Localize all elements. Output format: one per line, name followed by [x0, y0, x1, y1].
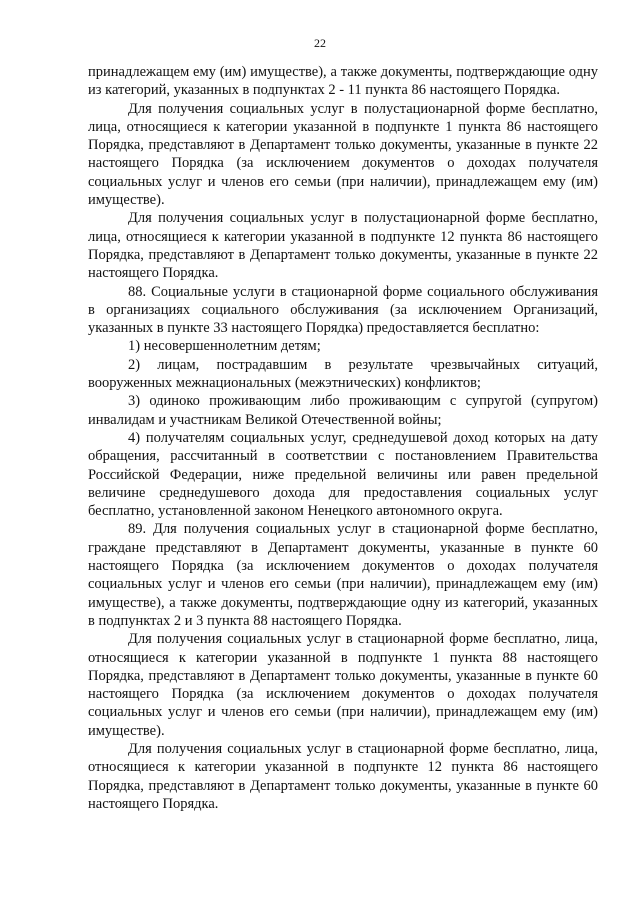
page-number: 22	[314, 36, 326, 50]
list-item-3: 3) одиноко проживающим либо проживающим с супругой (супругом) инвалидам и участникам Великой Отечественной войны;	[88, 393, 598, 428]
paragraph: Для получения социальных услуг в полустационарной форме бесплатно, лица, относящиеся к категории указанной в подпункте 1 пункта 86 настоящего Порядка, представляют в Департамент только документы, указанные в пункте 22 настоящего Порядка (за исключением документов о доходах получателя социальных услуг и членов его семьи (при наличии), принадлежащем ему (им) имуществе).	[88, 100, 598, 209]
paragraph-continuation: принадлежащем ему (им) имуществе), а также документы, подтверждающие одну из категорий, указанных в подпунктах 2 - 11 пункта 86 настоящего Порядка.	[88, 64, 598, 99]
paragraph-section-89: 89. Для получения социальных услуг в стационарной форме бесплатно, граждане представляют в Департамент документы, указанные в пункте 60 настоящего Порядка (за исключением документов о доходах получателя социальных услуг и членов его семьи (при наличии), принадлежащем ему (им) имуществе), а также документы, подтверждающие одну из категорий, указанных в подпунктах 2 и 3 пункта 88 настоящего Порядка.	[88, 521, 598, 629]
paragraph: Для получения социальных услуг в полустационарной форме бесплатно, лица, относящиеся к категории указанной в подпункте 12 пункта 86 настоящего Порядка, представляют в Департамент только документы, указанные в пункте 22 настоящего Порядка.	[88, 210, 598, 282]
list-item-2: 2) лицам, пострадавшим в результате чрезвычайных ситуаций, вооруженных межнациональных (межэтнических) конфликтов;	[88, 356, 598, 392]
list-item-4: 4) получателям социальных услуг, среднедушевой доход которых на дату обращения, рассчитанный в соответствии с постановлением Правительства Российской Федерации, ниже предельной величины или равен предельной величине среднедушевого дохода для предоставления социальных услуг бесплатно, установленной законом Ненецкого автономного округа.	[88, 429, 598, 520]
paragraph-section-88: 88. Социальные услуги в стационарной форме социального обслуживания в организациях социального обслуживания (за исключением Организаций, указанных в пункте 33 настоящего Порядка) предоставляется бесплатно:	[88, 283, 598, 337]
document-body	[88, 63, 598, 813]
list-item-1: 1) несовершеннолетним детям;	[128, 338, 321, 355]
paragraph: Для получения социальных услуг в стационарной форме бесплатно, лица, относящиеся к категории указанной в подпункте 1 пункта 88 настоящего Порядка, представляют в Департамент только документы, указанные в пункте 60 настоящего Порядка (за исключением документов о доходах получателя социальных услуг и членов его семьи (при наличии), принадлежащем ему (им) имуществе).	[88, 631, 598, 739]
paragraph: Для получения социальных услуг в стационарной форме бесплатно, лица, относящиеся к категории указанной в подпункте 12 пункта 86 настоящего Порядка, представляют в Департамент только документы, указанные в пункте 60 настоящего Порядка.	[88, 740, 598, 812]
